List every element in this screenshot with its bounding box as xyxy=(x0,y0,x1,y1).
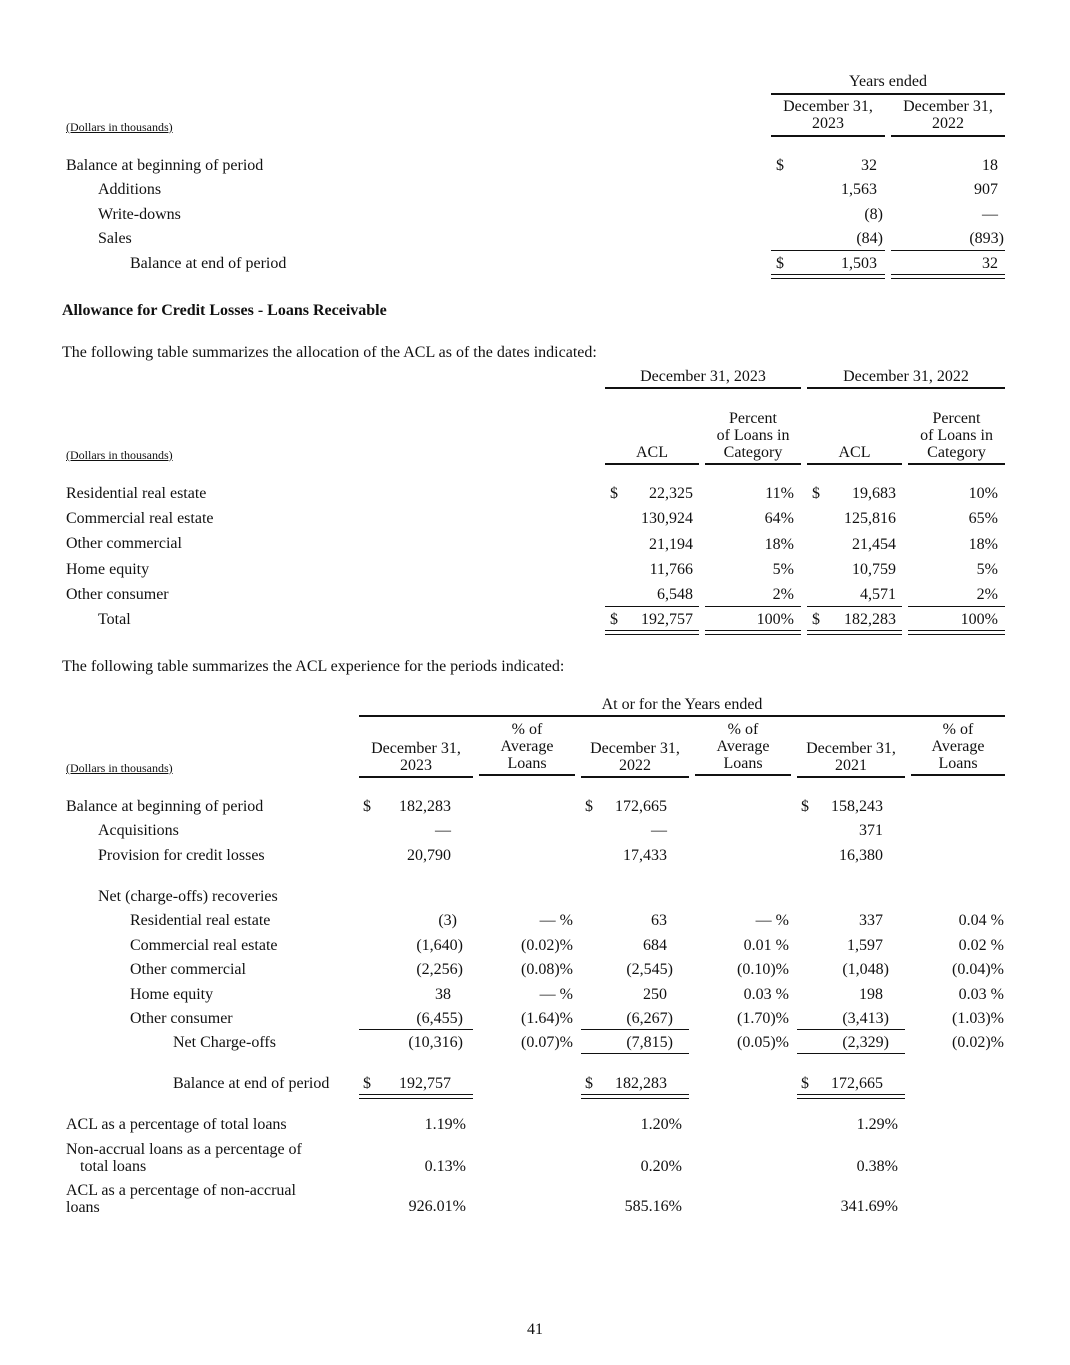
divider xyxy=(807,463,902,465)
table-cell: 130,924 xyxy=(641,510,693,527)
divider xyxy=(797,776,905,778)
table-cell: 63 xyxy=(651,912,667,929)
table1-col1-header-l1: December 31, xyxy=(783,98,873,115)
double-underline xyxy=(797,1094,905,1099)
double-underline xyxy=(705,630,801,635)
table-row-label: Sales xyxy=(98,230,132,247)
table-cell: (6,267) xyxy=(626,1010,673,1027)
table-cell: (3) xyxy=(438,912,457,929)
table-cell: 182,283 xyxy=(844,611,896,628)
table-cell: (1.70)% xyxy=(737,1010,789,1027)
table-cell: (2,256) xyxy=(416,961,463,978)
table3-date-header-year: 2021 xyxy=(835,757,867,774)
table-cell: 32 xyxy=(861,157,877,174)
dollar-sign: $ xyxy=(610,611,618,628)
table-cell: (1.64)% xyxy=(521,1010,573,1027)
divider xyxy=(891,250,1005,251)
table-row-label: Other consumer xyxy=(130,1010,233,1027)
dollar-sign: $ xyxy=(776,255,784,272)
table-row-label: Home equity xyxy=(66,561,150,578)
table-cell: (10,316) xyxy=(408,1034,463,1051)
divider xyxy=(605,606,699,607)
table-cell: 100% xyxy=(960,611,998,628)
table-cell: 22,325 xyxy=(649,485,693,502)
table-cell: 585.16% xyxy=(624,1198,682,1215)
divider xyxy=(581,1029,689,1030)
table3-pct-header-l3: Loans xyxy=(723,755,763,772)
table-cell: — % xyxy=(755,912,789,929)
dollar-sign: $ xyxy=(812,611,820,628)
table-row-label: Balance at end of period xyxy=(173,1075,330,1092)
dollar-sign: $ xyxy=(585,798,593,815)
dollar-sign: $ xyxy=(363,1075,371,1092)
table-cell: — xyxy=(651,822,667,839)
table3-pct-header-l1: % of xyxy=(511,721,543,738)
table-cell: 0.03 % xyxy=(958,986,1004,1003)
table-cell: 172,665 xyxy=(831,1075,883,1092)
table-cell: — % xyxy=(539,986,573,1003)
table2-pct-header-l3: Category xyxy=(723,444,783,461)
table-cell: 5% xyxy=(976,561,998,578)
table-cell: 182,283 xyxy=(399,798,451,815)
table-cell: 20,790 xyxy=(407,847,451,864)
table-cell: 907 xyxy=(974,181,998,198)
table-cell: (2,329) xyxy=(842,1034,889,1051)
table-cell: 10% xyxy=(968,485,998,502)
table-cell: (893) xyxy=(969,230,1004,247)
dollar-sign: $ xyxy=(801,798,809,815)
table-cell: 125,816 xyxy=(844,510,896,527)
section-title: Allowance for Credit Losses - Loans Receivable xyxy=(62,302,387,319)
table-cell: 0.13% xyxy=(424,1158,466,1175)
table-cell: 172,665 xyxy=(615,798,667,815)
table1-group-header: Years ended xyxy=(849,73,927,90)
table-cell: 250 xyxy=(643,986,667,1003)
divider xyxy=(908,463,1005,465)
table-cell: 192,757 xyxy=(399,1075,451,1092)
table-cell: 18 xyxy=(982,157,998,174)
table3-date-header-year: 2023 xyxy=(400,757,432,774)
table-cell: 100% xyxy=(756,611,794,628)
table-cell: (3,413) xyxy=(842,1010,889,1027)
double-underline xyxy=(359,1094,473,1099)
table-cell: 341.69% xyxy=(840,1198,898,1215)
dollar-sign: $ xyxy=(585,1075,593,1092)
ratio-label: ACL as a percentage of total loans xyxy=(66,1116,287,1133)
table-cell: (1,048) xyxy=(842,961,889,978)
table-cell: (6,455) xyxy=(416,1010,463,1027)
divider xyxy=(911,774,1005,776)
intro-experience: The following table summarizes the ACL experience for the periods indicated: xyxy=(62,658,565,675)
table-cell: (1.03)% xyxy=(952,1010,1004,1027)
table-row-label: Other commercial xyxy=(66,535,182,552)
divider xyxy=(771,250,885,251)
table-cell: 182,283 xyxy=(615,1075,667,1092)
table-row-label: Provision for credit losses xyxy=(98,847,265,864)
table-cell: 0.20% xyxy=(640,1158,682,1175)
table1-col1-header-l2: 2023 xyxy=(812,115,844,132)
divider xyxy=(605,387,801,389)
table-cell: 926.01% xyxy=(408,1198,466,1215)
table-cell: (8) xyxy=(864,206,883,223)
table-cell: 192,757 xyxy=(641,611,693,628)
table-cell: (0.07)% xyxy=(521,1034,573,1051)
table3-date-header-l1: December 31, xyxy=(806,740,896,757)
table-row-label: Commercial real estate xyxy=(66,510,214,527)
table-row-label: Total xyxy=(98,611,131,628)
table-cell: 0.04 % xyxy=(958,912,1004,929)
divider xyxy=(908,606,1005,607)
table-cell: (0.08)% xyxy=(521,961,573,978)
table-cell: 684 xyxy=(643,937,667,954)
table2-pct-header-l1: Percent xyxy=(729,410,777,427)
table-cell: 18% xyxy=(968,536,998,553)
table3-pct-header-l1: % of xyxy=(942,721,974,738)
table-cell: (0.10)% xyxy=(737,961,789,978)
ratio-label: ACL as a percentage of non-accrual xyxy=(66,1182,296,1199)
table-cell: 11% xyxy=(765,485,794,502)
table-cell: 5% xyxy=(772,561,794,578)
table-cell: 0.03 % xyxy=(743,986,789,1003)
table-cell: (1,640) xyxy=(416,937,463,954)
table-cell: (84) xyxy=(856,230,883,247)
table-cell: (7,815) xyxy=(626,1034,673,1051)
divider xyxy=(359,776,473,778)
table-cell: 371 xyxy=(859,822,883,839)
divider xyxy=(771,93,1005,95)
divider xyxy=(359,715,1005,717)
table-row-label: Write-downs xyxy=(98,206,181,223)
table2-group2-header: December 31, 2022 xyxy=(843,368,969,385)
divider xyxy=(891,135,1005,137)
table-cell: (0.02)% xyxy=(952,1034,1004,1051)
table-row-label: Balance at beginning of period xyxy=(66,157,264,174)
table3-date-header-l1: December 31, xyxy=(371,740,461,757)
table3-date-header-year: 2022 xyxy=(619,757,651,774)
table2-group1-header: December 31, 2023 xyxy=(640,368,766,385)
table-cell: 6,548 xyxy=(657,586,693,603)
divider xyxy=(705,606,801,607)
table-cell: 2% xyxy=(976,586,998,603)
table-cell: 65% xyxy=(968,510,998,527)
double-underline xyxy=(891,274,1005,279)
double-underline xyxy=(605,630,699,635)
dollar-sign: $ xyxy=(801,1075,809,1092)
divider xyxy=(797,1053,905,1054)
table-cell: 18% xyxy=(764,536,794,553)
table-cell: 10,759 xyxy=(852,561,896,578)
divider xyxy=(807,387,1005,389)
dollar-sign: $ xyxy=(776,157,784,174)
table-cell: 38 xyxy=(435,986,451,1003)
table2-pct-header-l3: Category xyxy=(927,444,986,461)
table3-units: (Dollars in thousands) xyxy=(66,761,173,775)
divider xyxy=(705,463,801,465)
divider xyxy=(359,1029,473,1030)
ratio-label-cont: total loans xyxy=(80,1158,147,1175)
table-cell: 21,454 xyxy=(852,536,896,553)
table2-pct-header-l2: of Loans in xyxy=(716,427,790,444)
table-row-label: Residential real estate xyxy=(130,912,271,929)
table-cell: (2,545) xyxy=(626,961,673,978)
table-cell: 1.29% xyxy=(856,1116,898,1133)
table1-col2-header-l1: December 31, xyxy=(903,98,993,115)
table-cell: 17,433 xyxy=(623,847,667,864)
dollar-sign: $ xyxy=(610,485,618,502)
table2-pct-header-l2: of Loans in xyxy=(920,427,993,444)
divider xyxy=(771,135,885,137)
table-row-label: Other consumer xyxy=(66,586,169,603)
table-row-label: Home equity xyxy=(130,986,214,1003)
table2-pct-header-l1: Percent xyxy=(932,410,981,427)
net-chargeoffs-header: Net (charge-offs) recoveries xyxy=(98,888,278,905)
ratio-label: Non-accrual loans as a percentage of xyxy=(66,1141,302,1158)
table-cell: 2% xyxy=(772,586,794,603)
table-cell: 11,766 xyxy=(649,561,693,578)
ratio-label-cont: loans xyxy=(66,1199,100,1216)
dollar-sign: $ xyxy=(812,485,820,502)
double-underline xyxy=(908,630,1005,635)
table-cell: 4,571 xyxy=(860,586,896,603)
double-underline xyxy=(581,1094,689,1099)
table-cell: 1,563 xyxy=(841,181,877,198)
table-cell: 64% xyxy=(764,510,794,527)
divider xyxy=(797,1029,905,1030)
table-cell: (0.02)% xyxy=(521,937,573,954)
table-cell: — % xyxy=(539,912,573,929)
table-row-label: Other commercial xyxy=(130,961,246,978)
table-cell: 158,243 xyxy=(831,798,883,815)
table-cell: 16,380 xyxy=(839,847,883,864)
table-row-label: Balance at end of period xyxy=(130,255,287,272)
table-cell: 1.19% xyxy=(424,1116,466,1133)
table3-pct-header-l2: Average xyxy=(931,738,985,755)
table-cell: 0.38% xyxy=(856,1158,898,1175)
page-number: 41 xyxy=(527,1321,543,1338)
table1-units: (Dollars in thousands) xyxy=(66,120,173,134)
table-cell: 21,194 xyxy=(649,536,693,553)
table-row-label: Acquisitions xyxy=(98,822,179,839)
table-cell: 0.02 % xyxy=(958,937,1004,954)
table2-units: (Dollars in thousands) xyxy=(66,448,173,462)
table-row-label: Additions xyxy=(98,181,162,198)
table3-pct-header-l3: Loans xyxy=(507,755,547,772)
table3-pct-header-l2: Average xyxy=(716,738,770,755)
table-cell: 19,683 xyxy=(852,485,896,502)
divider xyxy=(581,1053,689,1054)
table3-pct-header-l3: Loans xyxy=(938,755,978,772)
table-cell: (0.04)% xyxy=(952,961,1004,978)
table-row-label: Balance at beginning of period xyxy=(66,798,264,815)
table-row-label: Net Charge-offs xyxy=(173,1034,276,1051)
table-cell: 1.20% xyxy=(640,1116,682,1133)
double-underline xyxy=(771,274,885,279)
divider xyxy=(695,774,791,776)
table3-group-header: At or for the Years ended xyxy=(601,696,763,713)
table-cell: 198 xyxy=(859,986,883,1003)
divider xyxy=(581,776,689,778)
table-cell: (0.05)% xyxy=(737,1034,789,1051)
divider xyxy=(479,774,575,776)
table3-date-header-l1: December 31, xyxy=(590,740,680,757)
divider xyxy=(807,606,902,607)
intro-allocation: The following table summarizes the allocation of the ACL as of the dates indicated: xyxy=(62,344,597,361)
table-cell: 1,597 xyxy=(847,937,883,954)
double-underline xyxy=(807,630,902,635)
table-cell: — xyxy=(982,206,998,223)
table3-pct-header-l2: Average xyxy=(500,738,554,755)
table2-acl-header: ACL xyxy=(636,444,668,461)
table1-col2-header-l2: 2022 xyxy=(932,115,964,132)
table-cell: — xyxy=(435,822,451,839)
divider xyxy=(605,463,699,465)
table-cell: 337 xyxy=(859,912,883,929)
table-row-label: Residential real estate xyxy=(66,485,207,502)
table2-acl-header: ACL xyxy=(838,444,871,461)
table3-pct-header-l1: % of xyxy=(727,721,759,738)
dollar-sign: $ xyxy=(363,798,371,815)
table-row-label: Commercial real estate xyxy=(130,937,278,954)
table-cell: 32 xyxy=(982,255,998,272)
table-cell: 0.01 % xyxy=(743,937,789,954)
table-cell: 1,503 xyxy=(841,255,877,272)
